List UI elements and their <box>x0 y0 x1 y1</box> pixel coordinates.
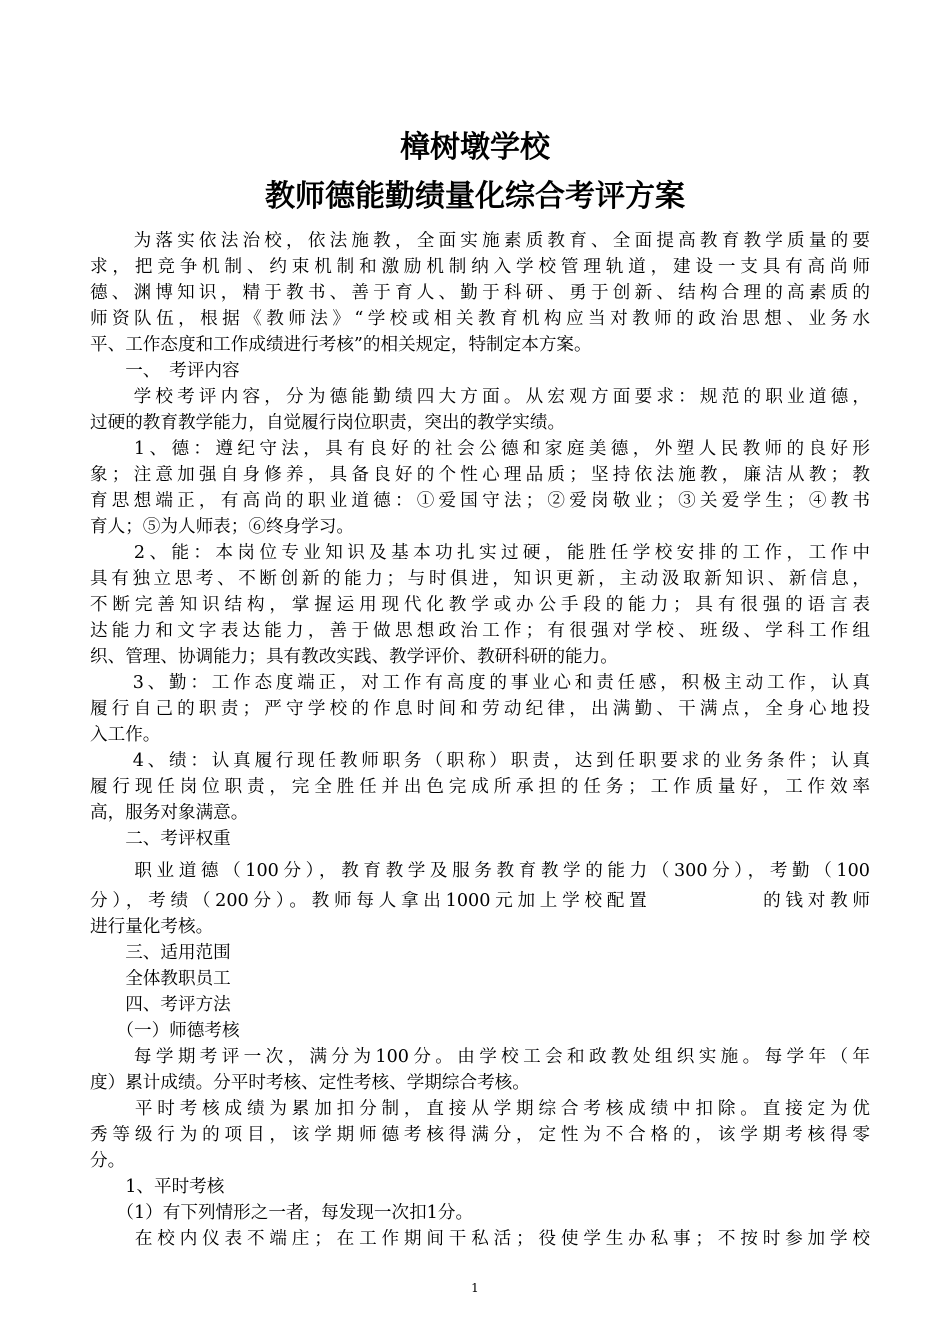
body-line: 每学期考评一次，满分为100分。由学校工会和政教处组织实施。每学年（年 <box>90 1047 870 1067</box>
page-number: 1 <box>471 1281 479 1295</box>
section-heading: 四、考评方法 <box>90 995 231 1015</box>
subsection-heading: （一）师德考核 <box>90 1021 240 1041</box>
body-line: 织、管理、协调能力；具有教改实践、教学评价、教研科研的能力。 <box>90 647 618 667</box>
body-line: 职业道德（100分），教育教学及服务教育教学的能力（300分），考勤（100 <box>90 861 870 881</box>
section-heading: 一、 考评内容 <box>90 361 240 381</box>
body-line: 达能力和文字表达能力，善于做思想政治工作；有很强对学校、班级、学科工作组 <box>90 621 870 641</box>
section-heading: 二、考评权重 <box>90 829 231 849</box>
body-line: 不断完善知识结构，掌握运用现代化教学或办公手段的能力；具有很强的语言表 <box>90 595 870 615</box>
body-line: 入工作。 <box>90 725 161 745</box>
body-line: 履行现任岗位职责，完全胜任并出色完成所承担的任务；工作质量好，工作效率 <box>90 777 870 797</box>
body-line: 度）累计成绩。分平时考核、定性考核、学期综合考核。 <box>90 1073 530 1093</box>
body-line: 具有独立思考、不断创新的能力；与时俱进，知识更新，主动汲取新知识、新信息， <box>90 569 870 589</box>
body-line: 进行量化考核。 <box>90 917 214 937</box>
body-line: 分），考绩（200分）。教师每人拿出1000元加上学校配置 的钱对教师 <box>90 891 870 911</box>
body-line: 学校考评内容，分为德能勤绩四大方面。从宏观方面要求：规范的职业道德， <box>90 387 870 407</box>
body-line: 平、工作态度和工作成绩进行考核”的相关规定，特制定本方案。 <box>90 335 592 355</box>
section-heading: 三、适用范围 <box>90 943 231 963</box>
body-line: 2、能：本岗位专业知识及基本功扎实过硬，能胜任学校安排的工作，工作中 <box>90 543 870 563</box>
body-line: 育人；⑤为人师表；⑥终身学习。 <box>90 517 354 537</box>
school-title: 樟树墩学校 <box>400 130 550 165</box>
body-line: 平时考核成绩为累加扣分制，直接从学期综合考核成绩中扣除。直接定为优 <box>90 1099 870 1119</box>
plan-title: 教师德能勤绩量化综合考评方案 <box>265 179 685 214</box>
body-line: 履行自己的职责；严守学校的作息时间和劳动纪律，出满勤、干满点，全身心地投 <box>90 699 870 719</box>
body-line: 高，服务对象满意。 <box>90 803 249 823</box>
body-line: 过硬的教育教学能力，自觉履行岗位职责，突出的教学实绩。 <box>90 413 566 433</box>
body-line: 德、渊博知识，精于教书、善于育人、勤于科研、勇于创新、结构合理的高素质的 <box>90 283 870 303</box>
body-line: 求，把竞争机制、约束机制和激励机制纳入学校管理轨道，建设一支具有高尚师 <box>90 257 870 277</box>
body-line: 为落实依法治校，依法施教，全面实施素质教育、全面提高教育教学质量的要 <box>90 231 870 251</box>
body-line: （1）有下列情形之一者，每发现一次扣1分。 <box>90 1203 474 1223</box>
body-line: 3、勤：工作态度端正，对工作有高度的事业心和责任感，积极主动工作，认真 <box>90 673 870 693</box>
body-line: 育思想端正，有高尚的职业道德：①爱国守法；②爱岗敬业；③关爱学生；④教书 <box>90 491 870 511</box>
subsection-heading: 1、平时考核 <box>90 1177 225 1197</box>
body-line: 在校内仪表不端庄；在工作期间干私活；役使学生办私事；不按时参加学校 <box>90 1229 870 1249</box>
body-line: 1、德：遵纪守法，具有良好的社会公德和家庭美德，外塑人民教师的良好形 <box>90 439 870 459</box>
body-line: 分。 <box>90 1151 126 1171</box>
body-line: 秀等级行为的项目，该学期师德考核得满分，定性为不合格的，该学期考核得零 <box>90 1125 870 1145</box>
body-line: 师资队伍，根据《教师法》“学校或相关教育机构应当对教师的政治思想、业务水 <box>90 309 870 329</box>
body-line: 全体教职员工 <box>90 969 231 989</box>
body-line: 4、绩：认真履行现任教师职务（职称）职责，达到任职要求的业务条件；认真 <box>90 751 870 771</box>
body-line: 象；注意加强自身修养，具备良好的个性心理品质；坚持依法施教，廉洁从教；教 <box>90 465 870 485</box>
